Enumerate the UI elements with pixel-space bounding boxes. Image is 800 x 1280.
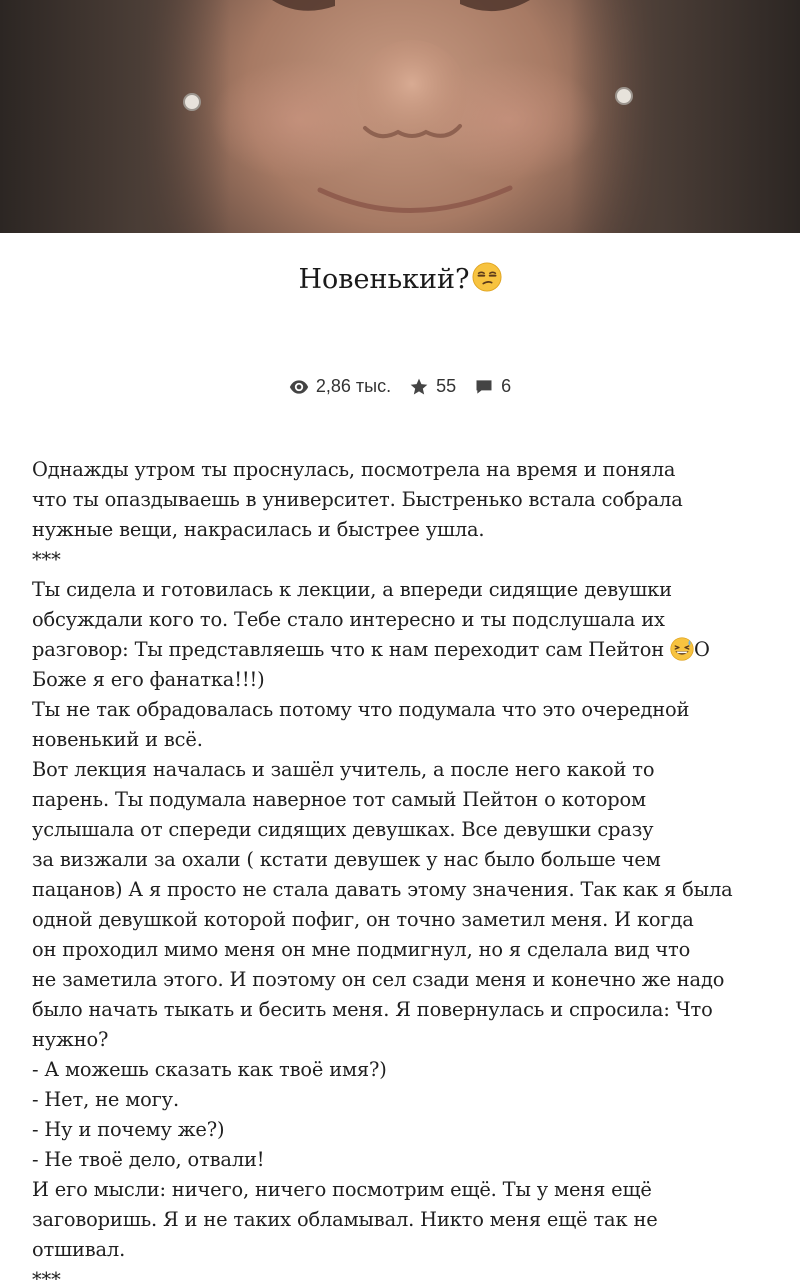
story-line: за визжали за охали ( кстати девушек у нас было больше чем xyxy=(32,848,661,871)
story-line: Боже я его фанатка!!!) xyxy=(32,668,265,691)
story-line: не заметила этого. И поэтому он сел сзади меня и конечно же надо xyxy=(32,968,725,991)
story-stats xyxy=(0,376,800,397)
story-line: услышала от спереди сидящих девушках. Все девушки сразу xyxy=(32,818,654,841)
story-line: - Нет, не могу. xyxy=(32,1088,179,1111)
story-line: он проходил мимо меня он мне подмигнул, но я сделала вид что xyxy=(32,938,691,961)
story-line: отшивал. xyxy=(32,1238,126,1261)
story-line: Вот лекция началась и зашёл учитель, а после него какой то xyxy=(32,758,655,781)
cover-face-illustration xyxy=(0,0,800,233)
story-line: парень. Ты подумала наверное тот самый Пейтон о котором xyxy=(32,788,646,811)
comment-icon xyxy=(474,377,494,397)
grinning-sweat-face-emoji-icon xyxy=(670,637,694,661)
story-line: одной девушкой которой пофиг, он точно заметил меня. И когда xyxy=(32,908,694,931)
story-line: Однажды утром ты проснулась, посмотрела на время и поняла xyxy=(32,458,676,481)
story-line: нужные вещи, накрасилась и быстрее ушла. xyxy=(32,518,485,541)
story-line-text: разговор: Ты представляешь что к нам переходит сам Пейтон xyxy=(32,638,671,661)
story-line: новенький и всё. xyxy=(32,728,203,751)
views-stat xyxy=(289,376,391,397)
comments-stat xyxy=(474,376,511,397)
comments-count: 6 xyxy=(501,376,512,396)
story-title xyxy=(0,262,800,295)
story-line: И его мысли: ничего, ничего посмотрим ещё. Ты у меня ещё xyxy=(32,1178,652,1201)
eye-icon xyxy=(289,377,309,397)
stars-stat xyxy=(409,376,456,397)
story-line: - А можешь сказать как твоё имя?) xyxy=(32,1058,387,1081)
story-line: *** xyxy=(32,548,61,571)
story-text xyxy=(32,455,760,1280)
stars-count: 55 xyxy=(436,376,457,396)
story-line: заговоришь. Я и не таких обламывал. Никто меня ещё так не xyxy=(32,1208,658,1231)
story-line: Ты сидела и готовилась к лекции, а впереди сидящие девушки xyxy=(32,578,672,601)
story-line: было начать тыкать и бесить меня. Я повернулась и спросила: Что xyxy=(32,998,713,1021)
story-line: Ты не так обрадовалась потому что подумала что это очередной xyxy=(32,698,690,721)
story-title-text: Новенький? xyxy=(298,264,470,295)
unamused-face-emoji-icon xyxy=(472,262,502,292)
story-line: что ты опаздываешь в университет. Быстренько встала собрала xyxy=(32,488,683,511)
story-line: нужно? xyxy=(32,1028,109,1051)
story-line: - Ну и почему же?) xyxy=(32,1118,225,1141)
story-line: *** xyxy=(32,1268,61,1280)
story-line: обсуждали кого то. Тебе стало интересно и ты подслушала их xyxy=(32,608,665,631)
views-count: 2,86 тыс. xyxy=(315,376,392,396)
star-icon xyxy=(409,377,429,397)
story-line: пацанов) А я просто не стала давать этому значения. Так как я была xyxy=(32,878,733,901)
story-line: - Не твоё дело, отвали! xyxy=(32,1148,265,1171)
story-line-tail: О xyxy=(694,638,710,661)
story-line-with-emoji xyxy=(32,635,760,665)
cover-image xyxy=(0,0,800,233)
